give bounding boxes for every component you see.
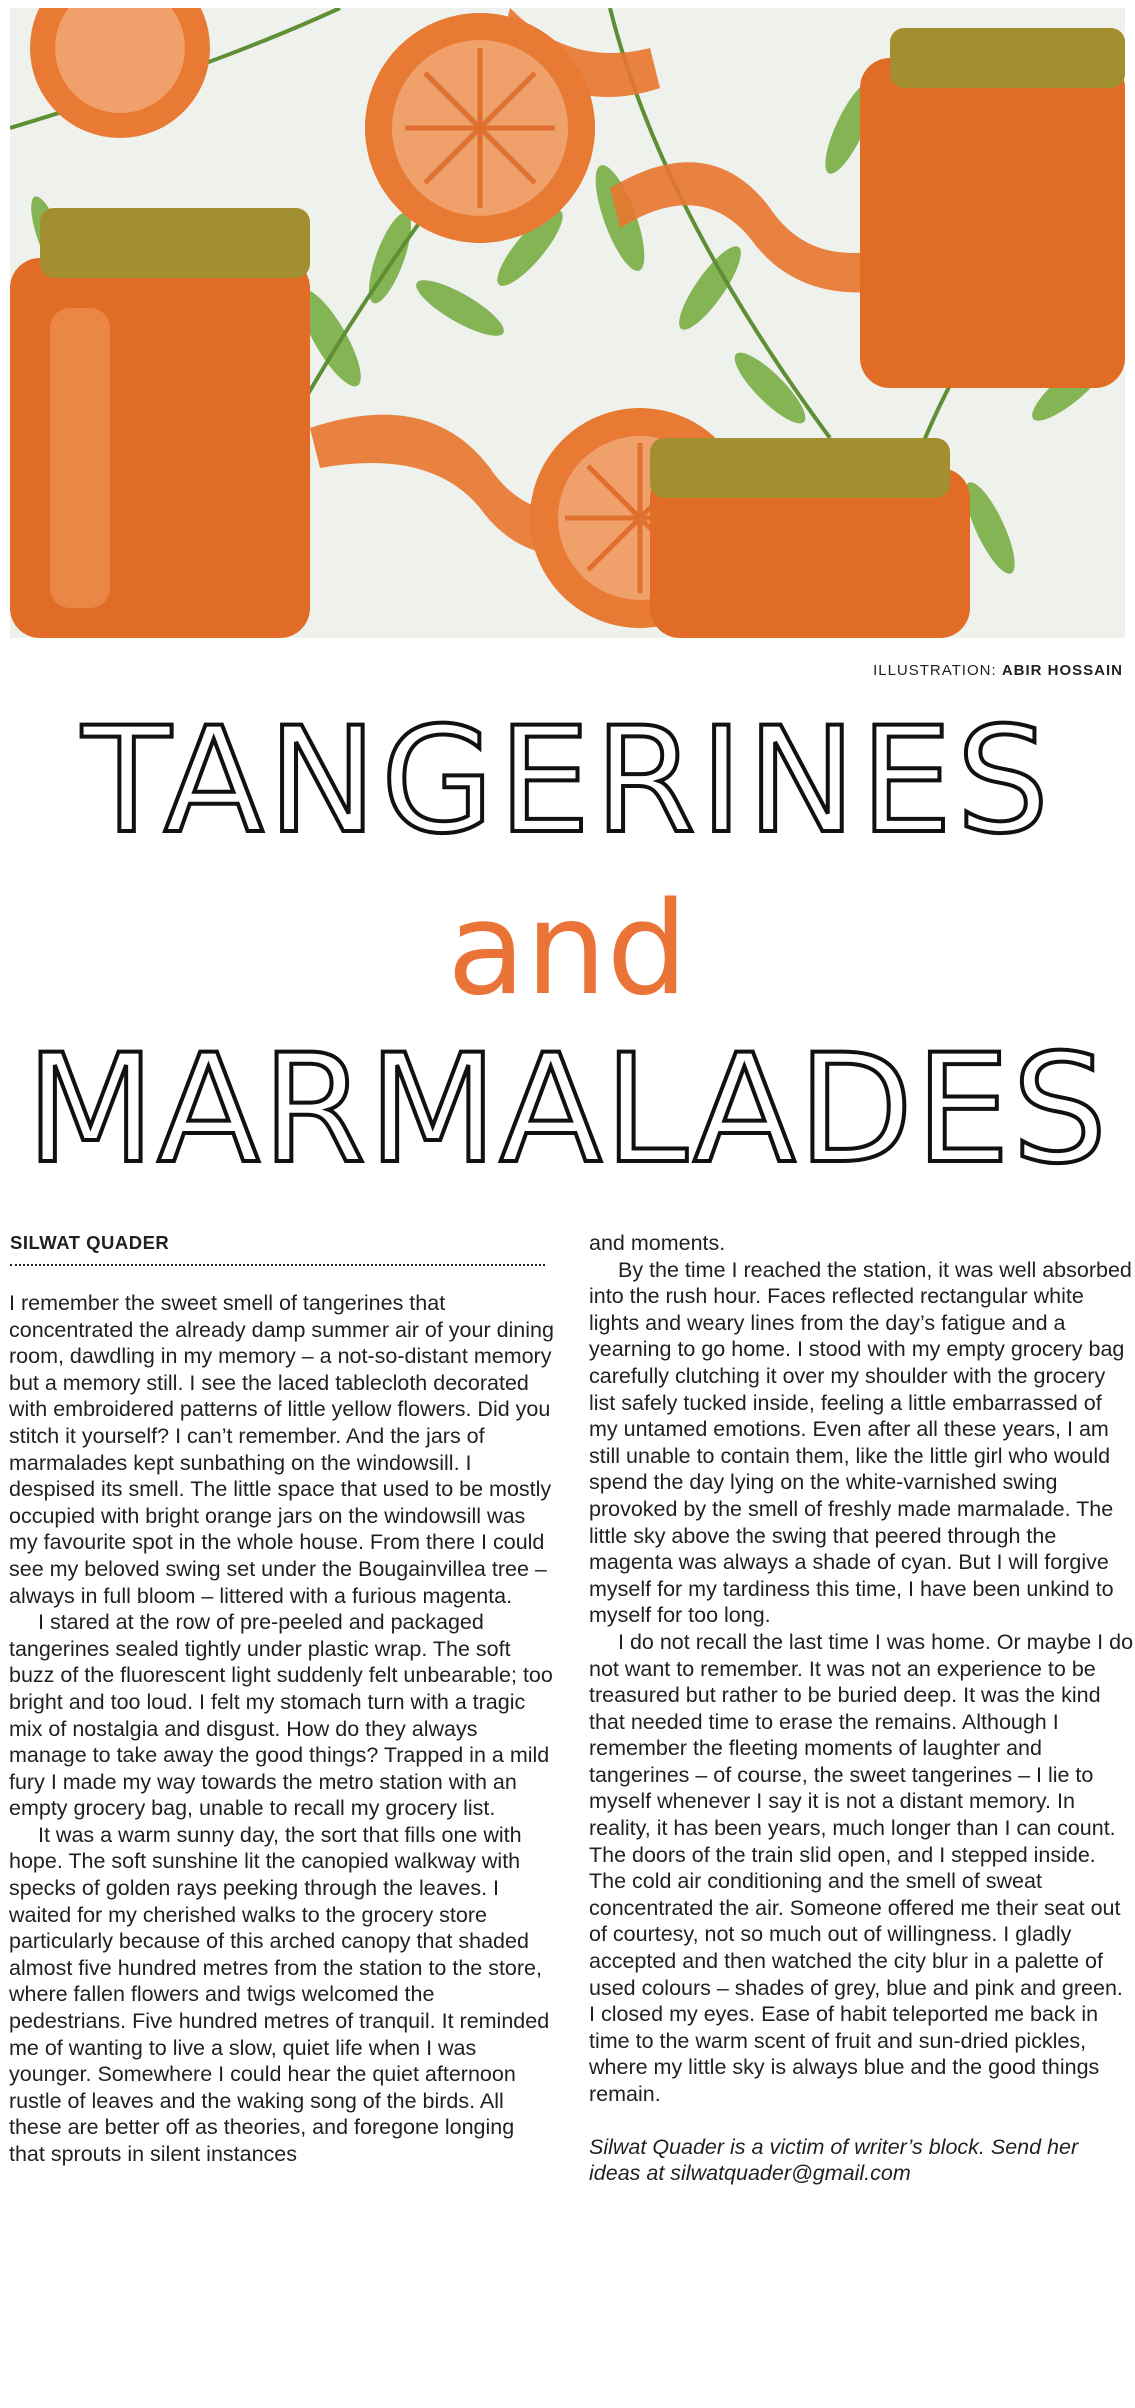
illustration-credit [873, 662, 1123, 679]
credit-label: ILLUSTRATION: [873, 662, 997, 679]
tangerine-illustration [10, 8, 1125, 638]
author-byline: SILWAT QUADER [10, 1232, 545, 1266]
article-column-2 [589, 1230, 1134, 2187]
title-line-3: MARMALADES [25, 1023, 1110, 1197]
paragraph: I remember the sweet smell of tangerines that concentrated the already damp summer air of your dining room, dawdling in my memory – a not-so-distant memory but a memory still. I see the laced tablecloth decorated with embroidered patterns of little yellow flowers. Did you stitch it yourself? I can’t remember. And the jars of marmalades kept sunbathing on the windowsill. I despised its smell. The little space that used to be mostly occupied with bright orange jars on the windowsill was my favourite spot in the whole house. From there I could see my beloved swing set under the Bougainvillea tree – always in full bloom – littered with a furious magenta. [9, 1291, 554, 1608]
title-line-1: TANGERINES [82, 696, 1053, 866]
article-column-1 [9, 1290, 554, 2168]
paragraph: I stared at the row of pre-peeled and packaged tangerines sealed tightly under plastic wrap. The soft buzz of the fluorescent light suddenly felt unbearable; too bright and too loud. I felt my stomach turn with a tragic mix of nostalgia and disgust. How do they always manage to take away the good things? Trapped in a mild fury I made my way towards the metro station with an empty grocery bag, unable to recall my grocery list. [9, 1610, 553, 1821]
header-illustration [10, 8, 1125, 638]
title-line-2: and [447, 875, 688, 1024]
paragraph: I do not recall the last time I was home. Or maybe I do not want to remember. It was not an experience to be treasured but rather to be buried deep. It was the kind that needed time to erase the remains. Although I remember the fleeting moments of laughter and tangerines – of course, the sweet tangerines – I lie to myself whenever I say it is not a distant memory. In reality, it has been years, much longer than I can count. The doors of the train slid open, and I stepped inside. The cold air conditioning and the smell of sweat concentrated the air. Someone offered me their seat out of courtesy, not so much out of willingness. I gladly accepted and then watched the city blur in a palette of used colours – shades of grey, blue and pink and green. I closed my eyes. Ease of habit teleported me back in time to the warm scent of fruit and sun-dried pickles, where my little sky is always blue and the good things remain. [589, 1629, 1134, 2106]
paragraph: and moments. [589, 1231, 726, 1255]
author-bio: Silwat Quader is a victim of writer’s block. Send her ideas at silwatquader@gmail.com [589, 2134, 1079, 2186]
paragraph: By the time I reached the station, it was well absorbed into the rush hour. Faces reflected rectangular white lights and weary lines from the day’s fatigue and a yearning to go home. I stood with my empty grocery bag carefully clutching it over my shoulder with the grocery list safely tucked inside, feeling a little embarrassed of my untamed emotions. Even after all these years, I am still unable to contain them, like the little girl who would spend the day lying on the white-varnished swing provoked by the smell of freshly made marmalade. The little sky above the swing that peered through the magenta was always a shade of cyan. But I will forgive myself for my tardiness this time, I have been unkind to myself for too long. [589, 1257, 1132, 1628]
credit-name: ABIR HOSSAIN [1001, 662, 1123, 679]
paragraph: It was a warm sunny day, the sort that fills one with hope. The soft sunshine lit the canopied walkway with specks of golden rays peeking through the leaves. I waited for my cherished walks to the grocery store particularly because of this arched canopy that shaded almost five hundred metres from the station to the store, where fallen flowers and twigs welcomed the pedestrians. Five hundred metres of tranquil. It reminded me of wanting to live a slow, quiet life when I was younger. Somewhere I could hear the quiet afternoon rustle of leaves and the waking song of the birds. All these are better off as theories, and foregone longing that sprouts in silent instances [9, 1822, 550, 2166]
